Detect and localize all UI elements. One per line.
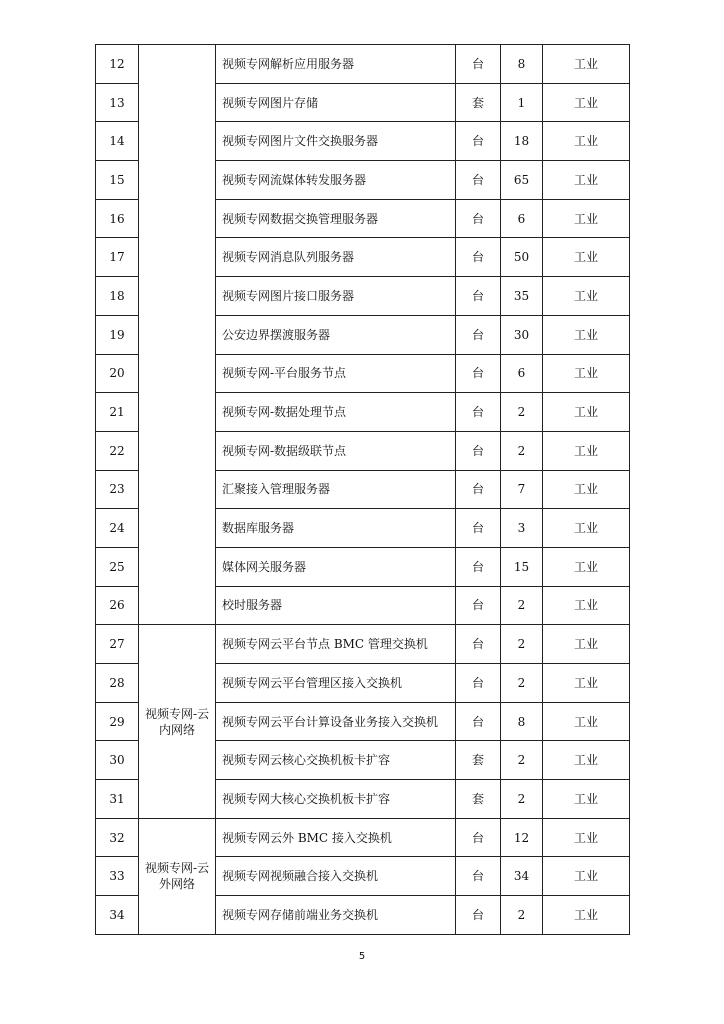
unit-cell: 台: [456, 547, 501, 586]
row-number-cell: 33: [96, 857, 139, 896]
quantity-cell: 15: [501, 547, 543, 586]
quantity-cell: 2: [501, 431, 543, 470]
equipment-name-cell: 视频专网大核心交换机板卡扩容: [216, 780, 456, 819]
row-number-cell: 34: [96, 896, 139, 935]
quantity-cell: 2: [501, 896, 543, 935]
equipment-name-cell: 视频专网云核心交换机板卡扩容: [216, 741, 456, 780]
quantity-cell: 2: [501, 586, 543, 625]
equipment-table: [95, 44, 630, 935]
category-cell: 工业: [543, 547, 630, 586]
row-number-cell: 28: [96, 664, 139, 703]
category-cell: 工业: [543, 354, 630, 393]
unit-cell: 台: [456, 818, 501, 857]
row-number-cell: 22: [96, 431, 139, 470]
row-number-cell: 18: [96, 277, 139, 316]
quantity-cell: 30: [501, 315, 543, 354]
equipment-name-cell: 公安边界摆渡服务器: [216, 315, 456, 354]
equipment-name-cell: 视频专网图片存储: [216, 83, 456, 122]
row-number-cell: 26: [96, 586, 139, 625]
category-cell: 工业: [543, 238, 630, 277]
equipment-name-cell: 视频专网云平台计算设备业务接入交换机: [216, 702, 456, 741]
equipment-name-cell: 视频专网解析应用服务器: [216, 45, 456, 84]
equipment-table-body: [96, 45, 630, 935]
unit-cell: 台: [456, 625, 501, 664]
equipment-name-cell: 视频专网消息队列服务器: [216, 238, 456, 277]
row-number-cell: 13: [96, 83, 139, 122]
row-number-cell: 27: [96, 625, 139, 664]
group-cell: 视频专网-云外网络: [139, 818, 216, 934]
unit-cell: 台: [456, 238, 501, 277]
unit-cell: 台: [456, 277, 501, 316]
row-number-cell: 29: [96, 702, 139, 741]
unit-cell: 台: [456, 45, 501, 84]
category-cell: 工业: [543, 702, 630, 741]
page-number: 5: [358, 951, 366, 962]
row-number-cell: 14: [96, 122, 139, 161]
equipment-name-cell: 视频专网视频融合接入交换机: [216, 857, 456, 896]
quantity-cell: 18: [501, 122, 543, 161]
quantity-cell: 35: [501, 277, 543, 316]
quantity-cell: 2: [501, 741, 543, 780]
category-cell: 工业: [543, 780, 630, 819]
category-cell: 工业: [543, 122, 630, 161]
equipment-name-cell: 视频专网-平台服务节点: [216, 354, 456, 393]
category-cell: 工业: [543, 277, 630, 316]
category-cell: 工业: [543, 393, 630, 432]
row-number-cell: 17: [96, 238, 139, 277]
row-number-cell: 20: [96, 354, 139, 393]
unit-cell: 台: [456, 354, 501, 393]
group-cell: [139, 45, 216, 625]
equipment-name-cell: 视频专网图片文件交换服务器: [216, 122, 456, 161]
unit-cell: 台: [456, 470, 501, 509]
row-number-cell: 24: [96, 509, 139, 548]
equipment-name-cell: 数据库服务器: [216, 509, 456, 548]
equipment-name-cell: 视频专网流媒体转发服务器: [216, 161, 456, 200]
unit-cell: 台: [456, 393, 501, 432]
category-cell: 工业: [543, 818, 630, 857]
category-cell: 工业: [543, 741, 630, 780]
equipment-name-cell: 校时服务器: [216, 586, 456, 625]
unit-cell: 台: [456, 199, 501, 238]
row-number-cell: 15: [96, 161, 139, 200]
row-number-cell: 25: [96, 547, 139, 586]
category-cell: 工业: [543, 431, 630, 470]
row-number-cell: 32: [96, 818, 139, 857]
equipment-name-cell: 视频专网-数据处理节点: [216, 393, 456, 432]
category-cell: 工业: [543, 625, 630, 664]
equipment-name-cell: 汇聚接入管理服务器: [216, 470, 456, 509]
equipment-name-cell: 视频专网图片接口服务器: [216, 277, 456, 316]
row-number-cell: 23: [96, 470, 139, 509]
quantity-cell: 50: [501, 238, 543, 277]
quantity-cell: 1: [501, 83, 543, 122]
quantity-cell: 6: [501, 354, 543, 393]
quantity-cell: 34: [501, 857, 543, 896]
quantity-cell: 12: [501, 818, 543, 857]
unit-cell: 套: [456, 741, 501, 780]
category-cell: 工业: [543, 45, 630, 84]
equipment-name-cell: 视频专网-数据级联节点: [216, 431, 456, 470]
unit-cell: 台: [456, 896, 501, 935]
category-cell: 工业: [543, 857, 630, 896]
equipment-name-cell: 视频专网云外 BMC 接入交换机: [216, 818, 456, 857]
table-row: [96, 818, 630, 857]
quantity-cell: 8: [501, 702, 543, 741]
unit-cell: 台: [456, 122, 501, 161]
unit-cell: 套: [456, 83, 501, 122]
quantity-cell: 2: [501, 393, 543, 432]
unit-cell: 台: [456, 586, 501, 625]
unit-cell: 台: [456, 857, 501, 896]
quantity-cell: 2: [501, 664, 543, 703]
row-number-cell: 30: [96, 741, 139, 780]
equipment-name-cell: 媒体网关服务器: [216, 547, 456, 586]
quantity-cell: 3: [501, 509, 543, 548]
row-number-cell: 21: [96, 393, 139, 432]
quantity-cell: 2: [501, 625, 543, 664]
quantity-cell: 8: [501, 45, 543, 84]
category-cell: 工业: [543, 896, 630, 935]
quantity-cell: 6: [501, 199, 543, 238]
row-number-cell: 16: [96, 199, 139, 238]
quantity-cell: 65: [501, 161, 543, 200]
table-row: [96, 45, 630, 84]
unit-cell: 台: [456, 664, 501, 703]
unit-cell: 台: [456, 509, 501, 548]
equipment-name-cell: 视频专网云平台管理区接入交换机: [216, 664, 456, 703]
unit-cell: 台: [456, 702, 501, 741]
category-cell: 工业: [543, 586, 630, 625]
category-cell: 工业: [543, 83, 630, 122]
unit-cell: 套: [456, 780, 501, 819]
category-cell: 工业: [543, 161, 630, 200]
table-row: [96, 625, 630, 664]
quantity-cell: 7: [501, 470, 543, 509]
unit-cell: 台: [456, 431, 501, 470]
row-number-cell: 19: [96, 315, 139, 354]
equipment-name-cell: 视频专网存储前端业务交换机: [216, 896, 456, 935]
category-cell: 工业: [543, 315, 630, 354]
category-cell: 工业: [543, 509, 630, 548]
category-cell: 工业: [543, 470, 630, 509]
unit-cell: 台: [456, 161, 501, 200]
row-number-cell: 12: [96, 45, 139, 84]
group-cell: 视频专网-云内网络: [139, 625, 216, 818]
equipment-name-cell: 视频专网数据交换管理服务器: [216, 199, 456, 238]
category-cell: 工业: [543, 664, 630, 703]
unit-cell: 台: [456, 315, 501, 354]
quantity-cell: 2: [501, 780, 543, 819]
equipment-name-cell: 视频专网云平台节点 BMC 管理交换机: [216, 625, 456, 664]
row-number-cell: 31: [96, 780, 139, 819]
category-cell: 工业: [543, 199, 630, 238]
